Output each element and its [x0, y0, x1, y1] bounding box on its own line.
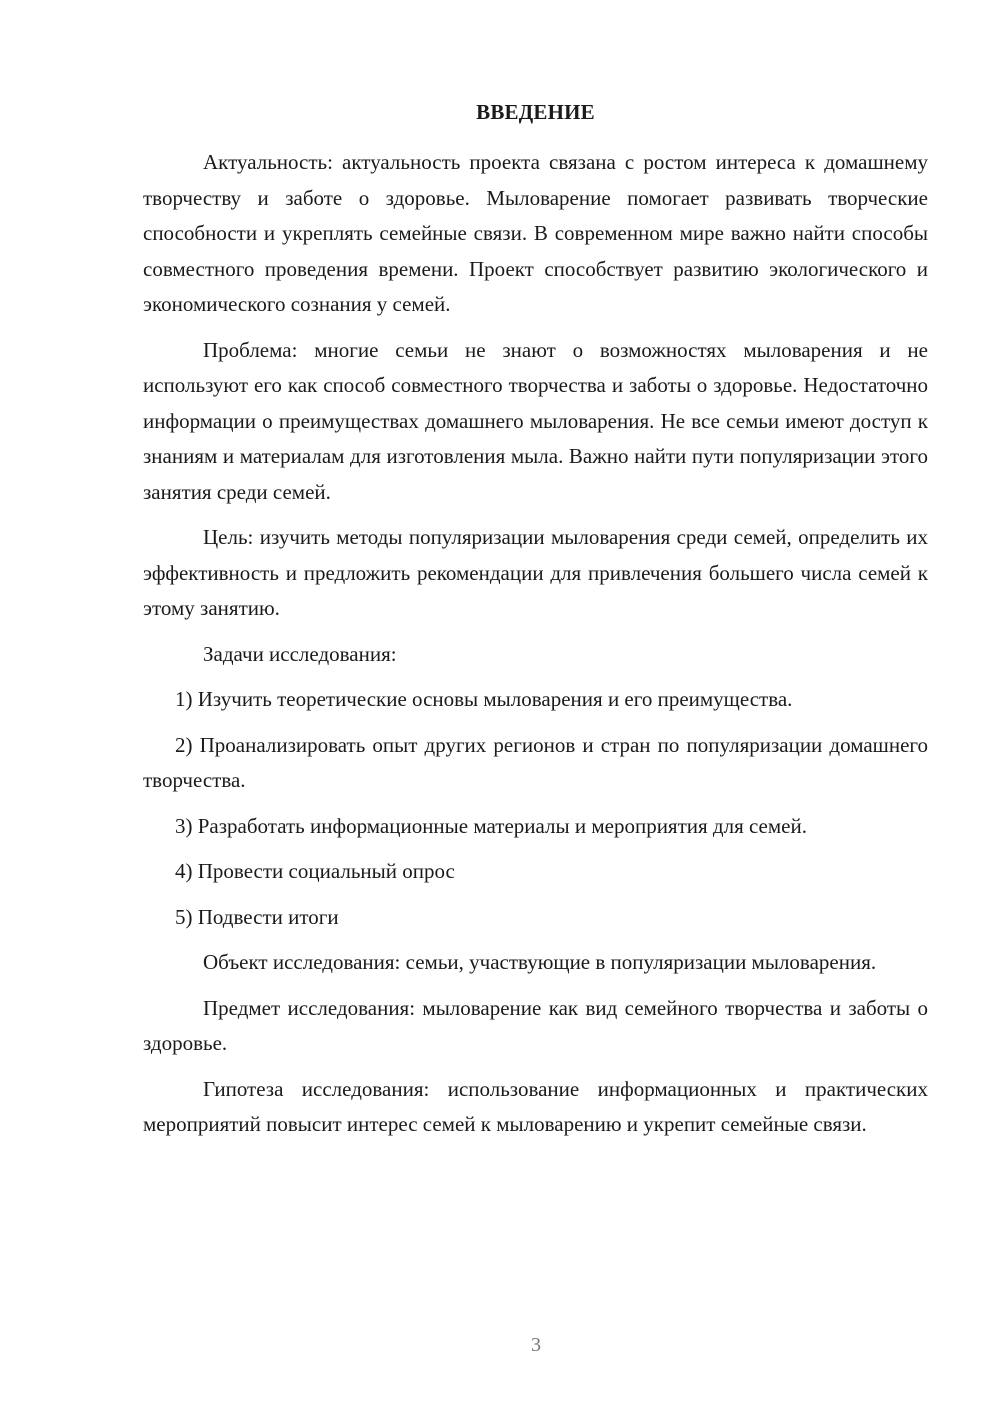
relevance-paragraph: Актуальность: актуальность проекта связана с ростом интереса к домашнему творчеству и заботе о здоровье. Мыловарение помогает развивать творческие способности и укреплять семейные связи. В современном мире важно найти способы совместного проведения времени. Проект способствует развитию экологического и экономического сознания у семей.: [143, 150, 928, 316]
hypothesis-paragraph: Гипотеза исследования: использование информационных и практических мероприятий повысит интерес семей к мыловарению и укрепит семейные связи.: [143, 1076, 928, 1136]
task-item-1: 1) Изучить теоретические основы мыловарения и его преимущества.: [175, 687, 793, 711]
object-paragraph: Объект исследования: семьи, участвующие в популяризации мыловарения.: [203, 950, 877, 974]
subject-paragraph: Предмет исследования: мыловарение как вид семейного творчества и заботы о здоровье.: [143, 995, 928, 1055]
task-item-4: 4) Провести социальный опрос: [175, 859, 455, 883]
goal-paragraph: Цель: изучить методы популяризации мыловарения среди семей, определить их эффективность и предложить рекомендации для привлечения большего числа семей к этому занятию.: [143, 525, 928, 620]
task-item-2: 2) Проанализировать опыт других регионов и стран по популяризации домашнего творчества.: [143, 732, 928, 792]
task-item-3: 3) Разработать информационные материалы и мероприятия для семей.: [175, 813, 807, 838]
tasks-list: [143, 682, 928, 935]
document-page: [143, 97, 928, 1153]
tasks-heading: Задачи исследования:: [203, 641, 397, 666]
page-number: 3: [531, 1334, 541, 1356]
document-title: ВВЕДЕНИЕ: [476, 100, 595, 124]
task-item-5: 5) Подвести итоги: [175, 904, 339, 929]
problem-paragraph: Проблема: многие семьи не знают о возможностях мыловарения и не используют его как способ совместного творчества и заботы о здоровье. Недостаточно информации о преимуществах домашнего мыловарения. Не все семьи имеют доступ к знаниям и материалам для изготовления мыла. Важно найти пути популяризации этого занятия среди семей.: [143, 337, 928, 504]
